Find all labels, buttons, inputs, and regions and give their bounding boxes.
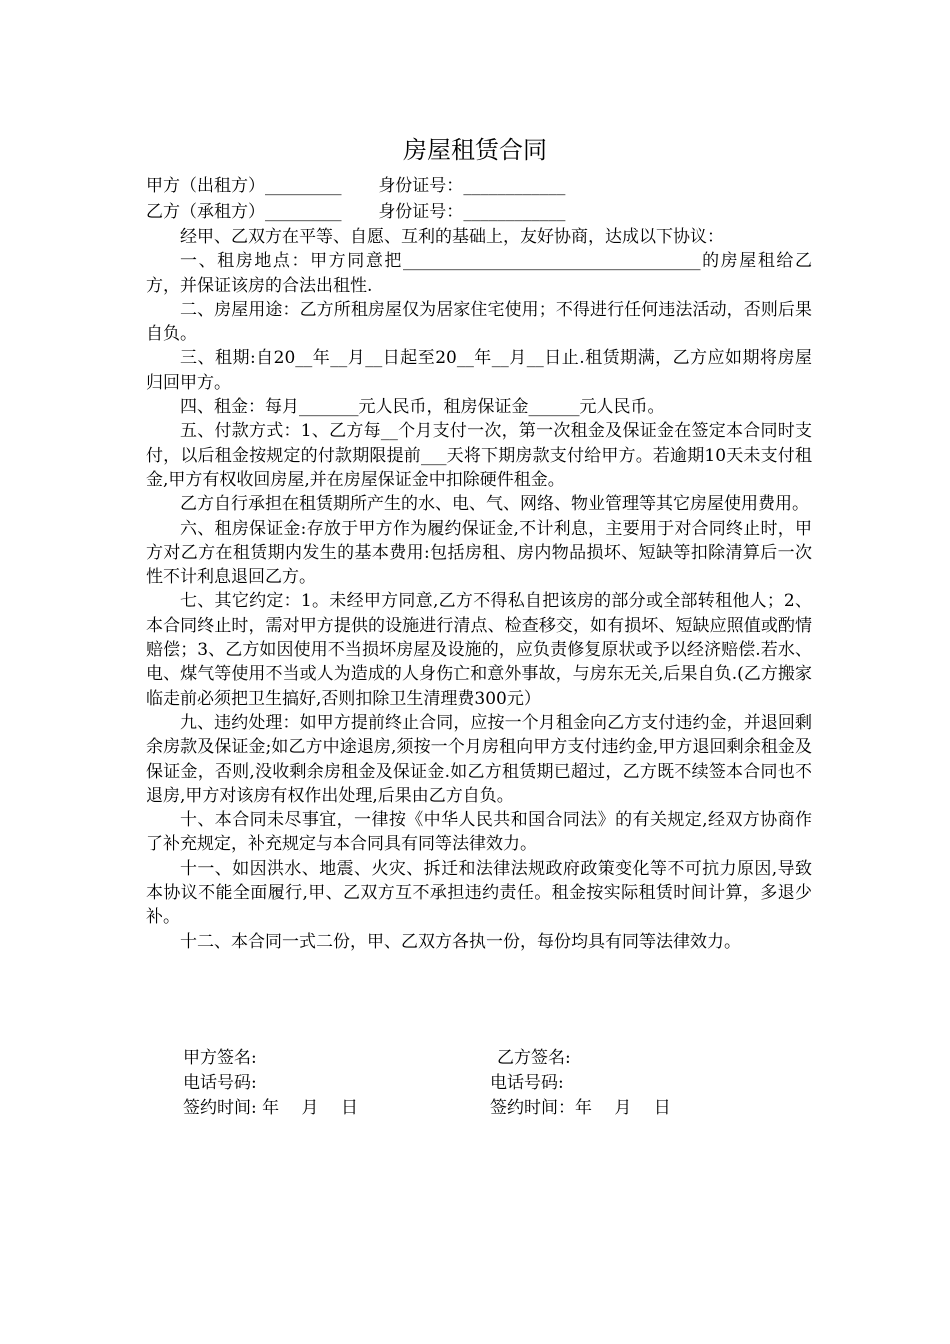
party-a-line	[146, 174, 565, 198]
party-a-id-label: 身份证号：	[378, 176, 464, 196]
party-b-name-blank: _________	[265, 202, 342, 222]
party-b-sign-date: 签约时间：年 月 日	[490, 1098, 671, 1118]
clause-copies: 十二、本合同一式二份，甲、乙双方各执一份，每份均具有同等法律效力。	[180, 931, 741, 952]
clause-deposit: 六、租房保证金:存放于甲方作为履约保证金,不计利息，主要用于对合同终止时，甲方对乙方在租赁期内发生的基本费用:包括房租、房内物品损坏、短缺等扣除清算后一次性不计利息退回乙方。	[146, 518, 812, 588]
document-title: 房屋租赁合同	[403, 136, 547, 164]
contract-body	[146, 225, 812, 954]
party-b-line	[146, 200, 565, 224]
clause-supplement: 十、本合同未尽事宜，一律按《中华人民共和国合同法》的有关规定,经双方协商作了补充规定，补充规定与本合同具有同等法律效力。	[146, 810, 812, 855]
party-b-phone-label: 电话号码:	[490, 1073, 564, 1093]
clause-preamble: 经甲、乙双方在平等、自愿、互利的基础上，友好协商，达成以下协议：	[180, 227, 724, 247]
clause-force-majeure: 十一、如因洪水、地震、火灾、拆迁和法律法规政府政策变化等不可抗力原因,导致本协议不能全面履行,甲、乙双方互不承担违约责任。租金按实际租赁时间计算，多退少补。	[146, 858, 812, 928]
party-b-signature-label: 乙方签名:	[497, 1048, 571, 1068]
clause-payment: 五、付款方式：1、乙方每__个月支付一次，第一次租金及保证金在签定本合同时支付，以后租金按规定的付款期限提前___天将下期房款支付给甲方。若逾期10天未支付租金,甲方有权收回房屋,并在房屋保证金中扣除硬件租金。	[146, 421, 812, 490]
party-b-id-label: 身份证号：	[378, 202, 464, 222]
clause-term: 三、租期:自20__年__月__日起至20__年__月__日止.租赁期满，乙方应如期将房屋归回甲方。	[146, 348, 812, 393]
party-b-label: 乙方（承租方）	[146, 202, 265, 222]
party-a-name-blank: _________	[265, 176, 342, 196]
clause-other: 七、其它约定：1。未经甲方同意,乙方不得私自把该房的部分或全部转租他人；2、本合同终止时，需对甲方提供的设施进行清点、检查移交，如有损坏、短缺应照值或酌情赔偿；3、乙方如因使用不当损坏房屋及设施的，应负责修复原状或予以经济赔偿.若水、电、煤气等使用不当或人为造成的人身伤亡和意外事故，与房东无关,后果自负.(乙方搬家临走前必须把卫生搞好,否则扣除卫生清理费300元）	[146, 591, 812, 709]
party-b-id-blank: ____________	[463, 202, 566, 222]
party-a-signature-label: 甲方签名:	[183, 1048, 257, 1068]
clause-rent: 四、租金：每月_______元人民币，租房保证金______元人民币。	[180, 397, 665, 418]
clause-breach: 九、违约处理：如甲方提前终止合同，应按一个月租金向乙方支付违约金，并退回剩余房款及保证金;如乙方中途退房,须按一个月房租向甲方支付违约金,甲方退回剩余租金及保证金，否则,没收剩余房租金及保证金.如乙方租赁期已超过，乙方既不续签本合同也不退房,甲方对该房有权作出处理,后果由乙方自负。	[146, 712, 812, 806]
clause-usage: 二、房屋用途：乙方所租房屋仅为居家住宅使用；不得进行任何违法活动，否则后果自负。	[146, 299, 812, 345]
party-a-label: 甲方（出租方）	[146, 176, 265, 196]
clause-utilities: 乙方自行承担在租赁期所产生的水、电、气、网络、物业管理等其它房屋使用费用。	[180, 494, 809, 515]
party-a-sign-date: 签约时间: 年 月 日	[183, 1098, 358, 1118]
party-a-phone-label: 电话号码:	[183, 1073, 257, 1093]
party-a-id-blank: ____________	[463, 176, 566, 196]
clause-location: 一、租房地点：甲方同意把___________________________________的房屋租给乙方，并保证该房的合法出租性.	[146, 251, 812, 296]
